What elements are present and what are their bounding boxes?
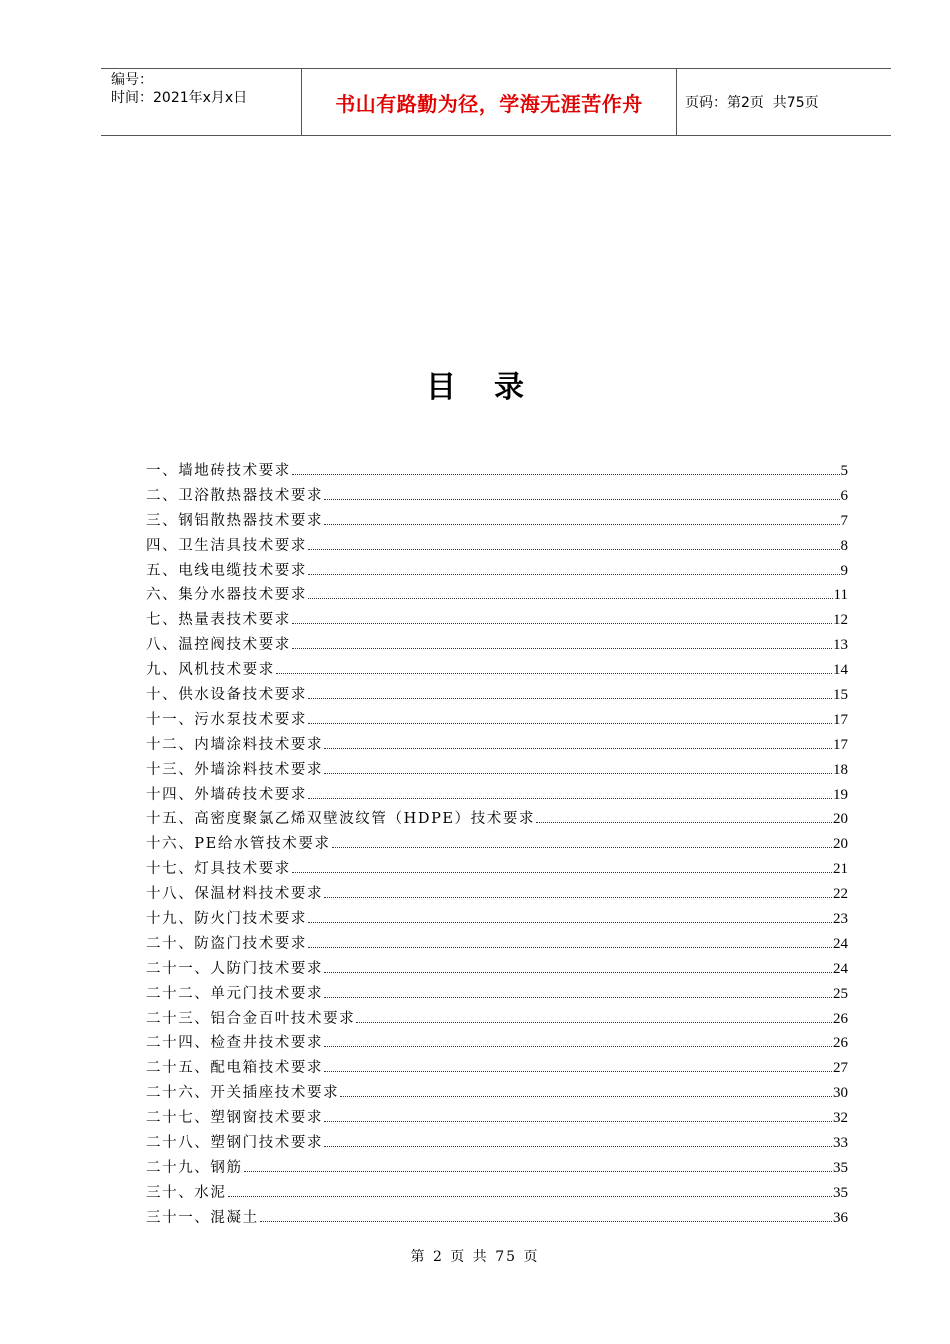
toc-entry-label: 一、墙地砖技术要求	[146, 463, 291, 479]
toc-entry-page: 24	[833, 935, 848, 952]
toc-dot-leader	[324, 499, 839, 500]
toc-dot-leader	[228, 1196, 833, 1197]
toc-entry-page: 11	[833, 587, 848, 604]
toc-entry[interactable]	[146, 633, 848, 658]
toc-entry[interactable]	[146, 459, 848, 484]
toc-dot-leader	[324, 1146, 832, 1147]
toc-entry-label: 二十八、塑钢门技术要求	[146, 1135, 324, 1152]
toc-entry-page: 35	[833, 1184, 848, 1201]
toc-entry-page: 17	[833, 736, 848, 753]
toc-entry[interactable]	[146, 957, 848, 982]
toc-dot-leader	[308, 598, 833, 599]
toc-entry[interactable]	[146, 509, 848, 534]
toc-entry[interactable]	[146, 608, 848, 633]
toc-entry-label: 十四、外墙砖技术要求	[146, 786, 307, 803]
toc-entry-label: 二十二、单元门技术要求	[146, 985, 324, 1002]
toc-entry-label: 四、卫生洁具技术要求	[146, 537, 307, 554]
toc-entry-page: 26	[833, 1010, 848, 1027]
toc-dot-leader	[308, 922, 832, 923]
toc-entry[interactable]	[146, 1056, 848, 1081]
toc-dot-leader	[324, 524, 839, 525]
header-motto: 书山有路勤为径，学海无涯苦作舟	[335, 91, 643, 116]
toc-entry-label: 七、热量表技术要求	[146, 612, 291, 629]
toc-dot-leader	[536, 822, 832, 823]
toc-entry-label: 十七、灯具技术要求	[146, 861, 291, 878]
page-header	[101, 68, 891, 136]
toc-entry[interactable]	[146, 783, 848, 808]
toc-dot-leader	[308, 947, 832, 948]
toc-dot-leader	[292, 872, 832, 873]
toc-entry-label: 二十四、检查井技术要求	[146, 1035, 324, 1052]
table-of-contents	[146, 459, 848, 1231]
toc-entry-label: 二十七、塑钢窗技术要求	[146, 1110, 324, 1127]
toc-entry[interactable]	[146, 1081, 848, 1106]
toc-entry-page: 35	[833, 1159, 848, 1176]
toc-dot-leader	[332, 847, 832, 848]
toc-entry-page: 21	[833, 861, 848, 878]
toc-entry[interactable]	[146, 1131, 848, 1156]
toc-entry[interactable]	[146, 658, 848, 683]
toc-entry-page: 13	[833, 637, 848, 654]
toc-entry-page: 6	[840, 487, 848, 504]
toc-entry[interactable]	[146, 583, 848, 608]
toc-entry-page: 15	[833, 687, 848, 704]
header-meta-cell	[101, 69, 302, 135]
toc-entry-label: 三十、水泥	[146, 1184, 227, 1201]
toc-dot-leader	[324, 972, 832, 973]
toc-entry[interactable]	[146, 1106, 848, 1131]
toc-entry-label: 三十一、混凝土	[146, 1209, 259, 1226]
toc-entry[interactable]	[146, 1206, 848, 1231]
toc-entry-label: 二十一、人防门技术要求	[146, 960, 324, 977]
toc-dot-leader	[260, 1221, 832, 1222]
toc-entry[interactable]	[146, 932, 848, 957]
toc-entry-page: 14	[833, 662, 848, 679]
toc-dot-leader	[324, 748, 832, 749]
toc-entry[interactable]	[146, 559, 848, 584]
toc-entry-label: 二十六、开关插座技术要求	[146, 1085, 340, 1102]
toc-entry-page: 19	[833, 786, 848, 803]
footer-page-number: 第 2 页 共 75 页	[410, 1249, 540, 1265]
toc-entry-label: 十一、污水泵技术要求	[146, 711, 307, 728]
toc-dot-leader	[308, 723, 832, 724]
toc-dot-leader	[308, 574, 840, 575]
toc-entry-label: 二、卫浴散热器技术要求	[146, 487, 324, 504]
toc-entry-page: 36	[833, 1209, 848, 1226]
toc-entry[interactable]	[146, 857, 848, 882]
toc-entry[interactable]	[146, 982, 848, 1007]
toc-entry-page: 18	[833, 761, 848, 778]
toc-entry-page: 7	[840, 512, 848, 529]
toc-entry-label: 六、集分水器技术要求	[146, 587, 307, 604]
header-motto-cell	[302, 69, 677, 135]
toc-entry[interactable]	[146, 1007, 848, 1032]
toc-entry-page: 17	[833, 711, 848, 728]
toc-entry-page: 20	[833, 811, 848, 828]
toc-dot-leader	[292, 648, 832, 649]
toc-entry-page: 5	[840, 463, 848, 479]
toc-entry-label: 十、供水设备技术要求	[146, 687, 307, 704]
toc-dot-leader	[324, 1046, 832, 1047]
toc-entry-label: 十二、内墙涂料技术要求	[146, 736, 324, 753]
toc-entry-label: 二十、防盗门技术要求	[146, 935, 307, 952]
toc-entry[interactable]	[146, 683, 848, 708]
document-number-label: 编号：	[111, 72, 153, 88]
toc-entry-label: 八、温控阀技术要求	[146, 637, 291, 654]
toc-entry[interactable]	[146, 1156, 848, 1181]
toc-entry-page: 32	[833, 1110, 848, 1127]
toc-entry-label: 九、风机技术要求	[146, 662, 275, 679]
toc-entry[interactable]	[146, 708, 848, 733]
toc-entry-page: 9	[840, 562, 848, 579]
toc-entry-label: 二十三、铝合金百叶技术要求	[146, 1010, 356, 1027]
header-page-info: 页码：第2页 共75页	[685, 95, 819, 111]
toc-entry[interactable]	[146, 882, 848, 907]
toc-dot-leader	[324, 1071, 832, 1072]
toc-entry-page: 22	[833, 886, 848, 903]
toc-entry-label: 二十九、钢筋	[146, 1159, 243, 1176]
toc-entry-page: 12	[833, 612, 848, 629]
header-page-cell	[677, 69, 891, 135]
toc-entry[interactable]	[146, 907, 848, 932]
toc-entry[interactable]	[146, 1031, 848, 1056]
toc-entry-label: 五、电线电缆技术要求	[146, 562, 307, 579]
toc-dot-leader	[308, 549, 840, 550]
toc-entry-page: 26	[833, 1035, 848, 1052]
toc-entry[interactable]	[146, 534, 848, 559]
toc-entry-label: 三、钢铝散热器技术要求	[146, 512, 324, 529]
toc-dot-leader	[324, 773, 832, 774]
toc-dot-leader	[308, 698, 832, 699]
toc-entry-page: 25	[833, 985, 848, 1002]
toc-entry[interactable]	[146, 807, 848, 832]
toc-title: 目录	[426, 370, 562, 405]
toc-dot-leader	[292, 474, 840, 475]
toc-dot-leader	[324, 1121, 832, 1122]
toc-dot-leader	[324, 997, 832, 998]
toc-dot-leader	[356, 1022, 832, 1023]
toc-entry-page: 30	[833, 1085, 848, 1102]
toc-dot-leader	[308, 798, 832, 799]
toc-entry[interactable]	[146, 484, 848, 509]
toc-dot-leader	[340, 1096, 832, 1097]
toc-entry-label: 十九、防火门技术要求	[146, 911, 307, 928]
toc-entry-label: 十三、外墙涂料技术要求	[146, 761, 324, 778]
toc-entry-page: 24	[833, 960, 848, 977]
toc-entry-page: 20	[833, 836, 848, 853]
toc-dot-leader	[292, 623, 832, 624]
toc-entry-page: 23	[833, 911, 848, 928]
toc-entry[interactable]	[146, 733, 848, 758]
document-time-label: 时间：2021年x月x日	[111, 90, 248, 106]
toc-entry-page: 8	[840, 537, 848, 554]
toc-entry[interactable]	[146, 832, 848, 857]
toc-entry-page: 27	[833, 1060, 848, 1077]
toc-entry-label: 二十五、配电箱技术要求	[146, 1060, 324, 1077]
toc-entry-page: 33	[833, 1135, 848, 1152]
toc-entry[interactable]	[146, 758, 848, 783]
toc-dot-leader	[324, 897, 832, 898]
toc-entry-label: 十五、高密度聚氯乙烯双壁波纹管（HDPE）技术要求	[146, 811, 536, 828]
toc-dot-leader	[276, 673, 832, 674]
toc-entry[interactable]	[146, 1181, 848, 1206]
page-footer	[0, 1246, 950, 1266]
toc-entry-label: 十六、PE给水管技术要求	[146, 836, 331, 853]
toc-dot-leader	[244, 1171, 832, 1172]
toc-entry-label: 十八、保温材料技术要求	[146, 886, 324, 903]
